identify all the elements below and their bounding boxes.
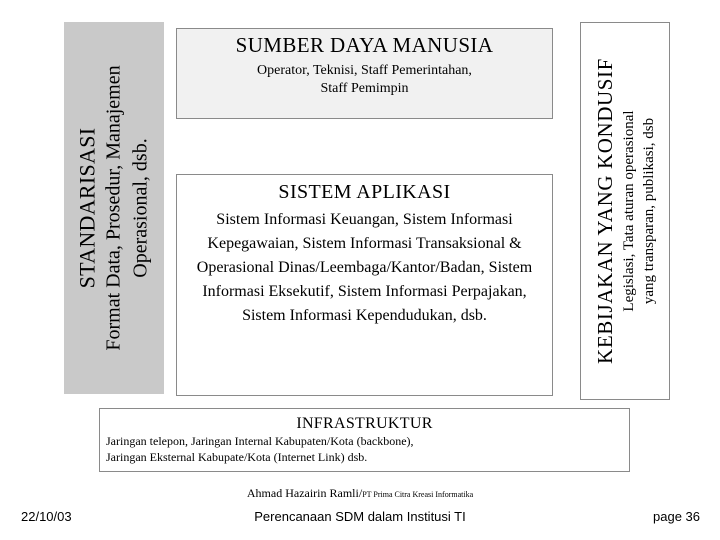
author-org: PT Prima Citra Kreasi Informatika <box>362 490 474 499</box>
kebijakan-line1: Legislasi, Tata aturan operasional <box>621 110 637 312</box>
standarisasi-text <box>74 22 155 394</box>
footer-page: page 36 <box>653 509 700 524</box>
author-credit <box>0 486 720 501</box>
kebijakan-title: KEBIJAKAN YANG KONDUSIF <box>593 58 617 364</box>
infrastruktur-line1: Jaringan telepon, Jaringan Internal Kabupaten/Kota (backbone), <box>106 434 414 448</box>
sistem-aplikasi-box <box>176 174 553 396</box>
infrastruktur-title: INFRASTRUKTUR <box>296 415 433 432</box>
standarisasi-line2: Operasional, dsb. <box>129 138 152 278</box>
standarisasi-band <box>64 22 164 394</box>
infrastruktur-line2: Jaringan Eksternal Kabupate/Kota (Internet Link) dsb. <box>106 450 368 464</box>
sistem-aplikasi-body: Sistem Informasi Keuangan, Sistem Informasi Kepegawaian, Sistem Informasi Transaksional & Operasional Dinas/Leembaga/Kantor/Badan, Sistem Informasi Eksekutif, Sistem Informasi Perpajakan, Sistem Informasi Kependudukan, dsb. <box>196 211 533 324</box>
sdm-title: SUMBER DAYA MANUSIA <box>235 33 494 57</box>
sistem-aplikasi-title: SISTEM APLIKASI <box>278 181 451 203</box>
author-name: Ahmad Hazairin Ramli/ <box>246 486 363 500</box>
kebijakan-text <box>591 22 659 400</box>
kebijakan-box <box>580 22 670 400</box>
footer-date: 22/10/03 <box>21 509 72 524</box>
footer-title: Perencanaan SDM dalam Institusi TI <box>254 509 466 524</box>
kebijakan-line2: yang transparan, publikasi, dsb <box>641 117 657 305</box>
infrastruktur-box <box>99 408 630 472</box>
sdm-box <box>176 28 553 119</box>
sdm-line2: Staff Pemimpin <box>320 81 409 96</box>
sdm-line1: Operator, Teknisi, Staff Pemerintahan, <box>257 63 472 78</box>
standarisasi-title: STANDARISASI <box>74 127 100 289</box>
standarisasi-line1: Format Data, Prosedur, Manajemen <box>102 65 125 351</box>
